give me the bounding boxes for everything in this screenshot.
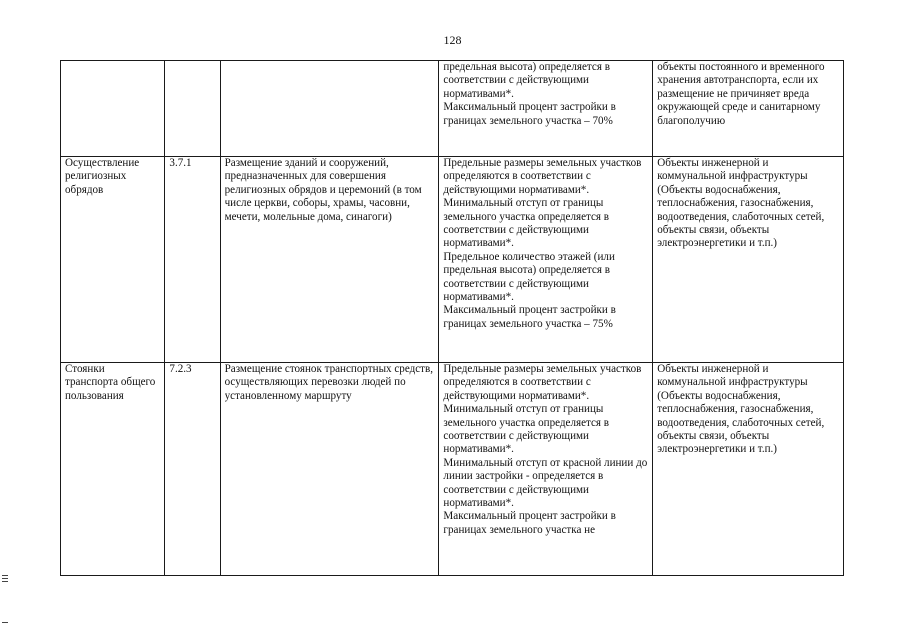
parameter-text: Минимальный отступ от границы земельного участка определяется в соответствии с действующими нормативами*. (443, 403, 610, 456)
use-description-cell: Размещение стоянок транспортных средств, осуществляющих перевозки людей по установленному маршруту (220, 363, 439, 576)
use-name-cell: Стоянки транспорта общего пользования (61, 363, 165, 576)
parameter-text: Минимальный отступ от границы земельного участка определяется в соответствии с действующими нормативами*. (443, 197, 610, 250)
parameters-cell (439, 363, 653, 576)
scan-margin-mark (2, 581, 8, 582)
parameter-text: Предельные размеры земельных участков определяются в соответствии с действующими нормативами*. (443, 363, 642, 402)
table-row (61, 363, 844, 576)
parameter-text: Предельное количество этажей (или предельная высота) определяется в соответствии с действующими нормативами*. (443, 250, 615, 304)
parameters-cell (439, 157, 653, 363)
auxiliary-objects-cell: Объекты инженерной и коммунальной инфраструктуры (Объекты водоснабжения, теплоснабжения, газоснабжения, водоотведения, слаботочных сетей, объекты связи, объекты электроэнергетики и т.п.) (653, 363, 844, 576)
page-number: 128 (443, 33, 462, 47)
parameter-text: Максимальный процент застройки в границах земельного участка не (443, 510, 616, 536)
parameter-text: Минимальный отступ от красной линии до линии застройки - определяется в соответствии с действующими нормативами*. (443, 456, 648, 510)
parameter-text: Максимальный процент застройки в границах земельного участка – 70% (443, 101, 616, 127)
use-description-cell: Размещение зданий и сооружений, предназначенных для совершения религиозных обрядов и церемоний (в том числе церкви, соборы, храмы, часовни, мечети, молельные дома, синагоги) (220, 157, 439, 363)
use-code-cell: 3.7.1 (165, 157, 220, 363)
use-description-cell (220, 61, 439, 157)
use-code-cell (165, 61, 220, 157)
parameter-text: Максимальный процент застройки в границах земельного участка – 75% (443, 304, 616, 330)
parameter-text: предельная высота) определяется в соответствии с действующими нормативами*. (443, 61, 610, 100)
parameter-text: Предельные размеры земельных участков определяются в соответствии с действующими нормативами*. (443, 157, 642, 196)
zoning-table (60, 60, 844, 576)
use-name-cell: Осуществление религиозных обрядов (61, 157, 165, 363)
scan-margin-mark (2, 575, 8, 576)
use-name-cell (61, 61, 165, 157)
table-row (61, 61, 844, 157)
auxiliary-objects-cell: объекты постоянного и временного хранения автотранспорта, если их размещение не причиняет вреда окружающей среде и санитарному благополучию (653, 61, 844, 157)
use-code-cell: 7.2.3 (165, 363, 220, 576)
scan-margin-mark (2, 622, 8, 623)
parameters-cell (439, 61, 653, 157)
auxiliary-objects-cell: Объекты инженерной и коммунальной инфраструктуры (Объекты водоснабжения, теплоснабжения, газоснабжения, водоотведения, слаботочных сетей, объекты связи, объекты электроэнергетики и т.п.) (653, 157, 844, 363)
table-row (61, 157, 844, 363)
scan-margin-mark (2, 578, 8, 579)
